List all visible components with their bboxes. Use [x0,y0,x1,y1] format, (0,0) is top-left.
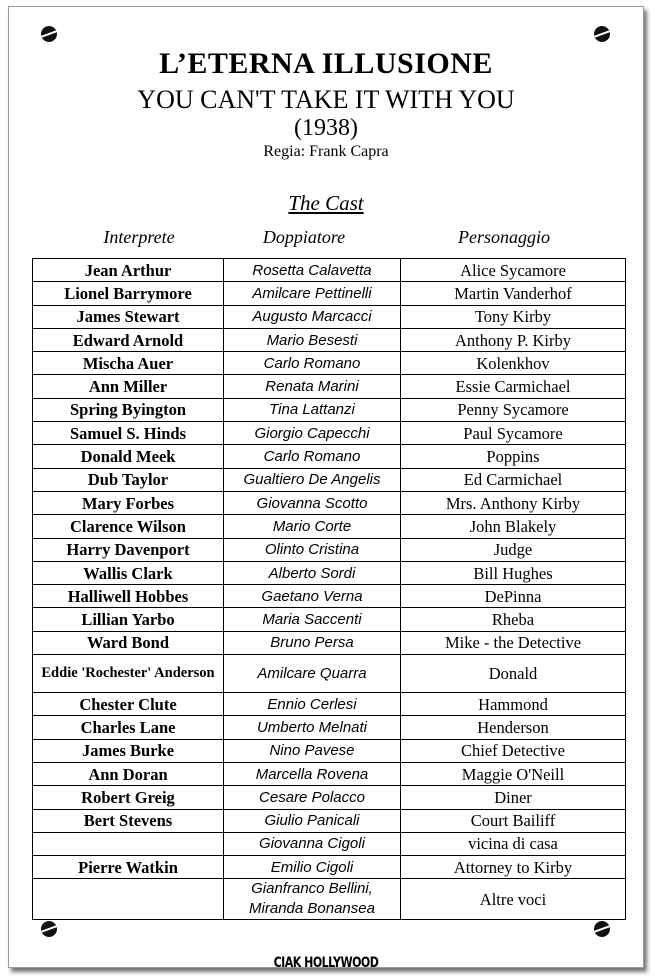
character-cell: Essie Carmichael [401,375,626,398]
actor-cell: Ann Doran [33,762,224,785]
actor-cell: Clarence Wilson [33,515,224,538]
table-row [33,422,626,445]
actor-cell: Wallis Clark [33,561,224,584]
table-row [33,585,626,608]
actor-cell: Mary Forbes [33,491,224,514]
actor-cell: Pierre Watkin [33,856,224,879]
actor-cell: Lillian Yarbo [33,608,224,631]
table-row [33,375,626,398]
footer-brand-logo: CIAK HOLLYWOOD [273,954,379,971]
character-cell: Chief Detective [401,739,626,762]
actor-cell: Lionel Barrymore [33,282,224,305]
table-row [33,693,626,716]
character-cell: Henderson [401,716,626,739]
character-cell: Judge [401,538,626,561]
character-cell: John Blakely [401,515,626,538]
punch-hole-icon [594,921,610,937]
table-row [33,608,626,631]
character-cell: Tony Kirby [401,305,626,328]
column-header-character: Personaggio [458,227,550,247]
cast-table [32,258,626,920]
dubber-cell: Gualtiero De Angelis [224,468,401,491]
character-cell: Hammond [401,693,626,716]
actor-cell [33,879,224,920]
release-year: (1938) [294,115,358,141]
character-cell: Mike - the Detective [401,631,626,654]
table-row [33,856,626,879]
character-cell: Bill Hughes [401,561,626,584]
character-cell: Donald [401,655,626,693]
character-cell: Kolenkhov [401,352,626,375]
dubber-cell: Olinto Cristina [224,538,401,561]
character-cell: Martin Vanderhof [401,282,626,305]
actor-cell: Dub Taylor [33,468,224,491]
character-cell: vicina di casa [401,832,626,855]
character-cell: Anthony P. Kirby [401,328,626,351]
original-title: YOU CAN'T TAKE IT WITH YOU [137,85,515,114]
table-row [33,762,626,785]
actor-cell: Eddie 'Rochester' Anderson [33,655,224,693]
dubber-cell: Rosetta Calavetta [224,259,401,282]
dubber-cell: Maria Saccenti [224,608,401,631]
dubber-cell: Giorgio Capecchi [224,422,401,445]
dubber-cell: Alberto Sordi [224,561,401,584]
actor-cell [33,832,224,855]
character-cell: Altre voci [401,879,626,920]
dubber-cell: Umberto Melnati [224,716,401,739]
actor-cell: Samuel S. Hinds [33,422,224,445]
actor-cell: James Burke [33,739,224,762]
dubber-cell: Gaetano Verna [224,585,401,608]
dubber-cell: Renata Marini [224,375,401,398]
character-cell: Paul Sycamore [401,422,626,445]
table-row [33,538,626,561]
dubber-cell: Emilio Cigoli [224,856,401,879]
actor-cell: Robert Greig [33,786,224,809]
table-row [33,352,626,375]
cast-sheet [8,6,644,971]
dubber-cell: Giovanna Cigoli [224,832,401,855]
table-row [33,445,626,468]
character-cell: Maggie O'Neill [401,762,626,785]
table-row [33,655,626,693]
dubber-cell: Augusto Marcacci [224,305,401,328]
table-row [33,832,626,855]
table-row [33,879,626,920]
director-credit: Regia: Frank Capra [263,143,389,160]
italian-title: L’ETERNA ILLUSIONE [159,47,493,80]
table-row [33,468,626,491]
table-row [33,786,626,809]
table-row [33,398,626,421]
character-cell: Mrs. Anthony Kirby [401,491,626,514]
dubber-cell: Amilcare Quarra [224,655,401,693]
dubber-cell: Bruno Persa [224,631,401,654]
actor-cell: Halliwell Hobbes [33,585,224,608]
character-cell: Penny Sycamore [401,398,626,421]
dubber-cell: Tina Lattanzi [224,398,401,421]
actor-cell: Bert Stevens [33,809,224,832]
table-row [33,305,626,328]
character-cell: Rheba [401,608,626,631]
cast-section-title: The Cast [288,191,364,215]
character-cell: DePinna [401,585,626,608]
dubber-cell: Amilcare Pettinelli [224,282,401,305]
table-row [33,561,626,584]
character-cell: Court Bailiff [401,809,626,832]
character-cell: Ed Carmichael [401,468,626,491]
table-row [33,716,626,739]
punch-hole-icon [594,26,610,42]
character-cell: Alice Sycamore [401,259,626,282]
actor-cell: Ann Miller [33,375,224,398]
table-row [33,491,626,514]
actor-cell: Charles Lane [33,716,224,739]
dubber-cell: Carlo Romano [224,445,401,468]
cast-table-body [33,259,626,920]
dubber-cell: Ennio Cerlesi [224,693,401,716]
dubber-cell: Marcella Rovena [224,762,401,785]
table-row [33,328,626,351]
dubber-cell: Carlo Romano [224,352,401,375]
dubber-cell: Mario Corte [224,515,401,538]
dubber-cell: Nino Pavese [224,739,401,762]
dubber-cell: Cesare Polacco [224,786,401,809]
table-row [33,515,626,538]
actor-cell: Harry Davenport [33,538,224,561]
dubber-cell: Mario Besesti [224,328,401,351]
actor-cell: Edward Arnold [33,328,224,351]
table-row [33,739,626,762]
character-cell: Poppins [401,445,626,468]
actor-cell: James Stewart [33,305,224,328]
actor-cell: Mischa Auer [33,352,224,375]
dubber-cell: Giovanna Scotto [224,491,401,514]
actor-cell: Donald Meek [33,445,224,468]
punch-hole-icon [41,921,57,937]
actor-cell: Jean Arthur [33,259,224,282]
character-cell: Attorney to Kirby [401,856,626,879]
dubber-cell: Giulio Panicali [224,809,401,832]
dubber-cell: Gianfranco Bellini, Miranda Bonansea [224,879,401,920]
actor-cell: Spring Byington [33,398,224,421]
table-row [33,282,626,305]
character-cell: Diner [401,786,626,809]
column-header-dubber: Doppiatore [262,227,346,247]
punch-hole-icon [41,26,57,42]
table-row [33,259,626,282]
actor-cell: Ward Bond [33,631,224,654]
column-header-actor: Interprete [103,227,175,247]
table-row [33,809,626,832]
table-row [33,631,626,654]
actor-cell: Chester Clute [33,693,224,716]
